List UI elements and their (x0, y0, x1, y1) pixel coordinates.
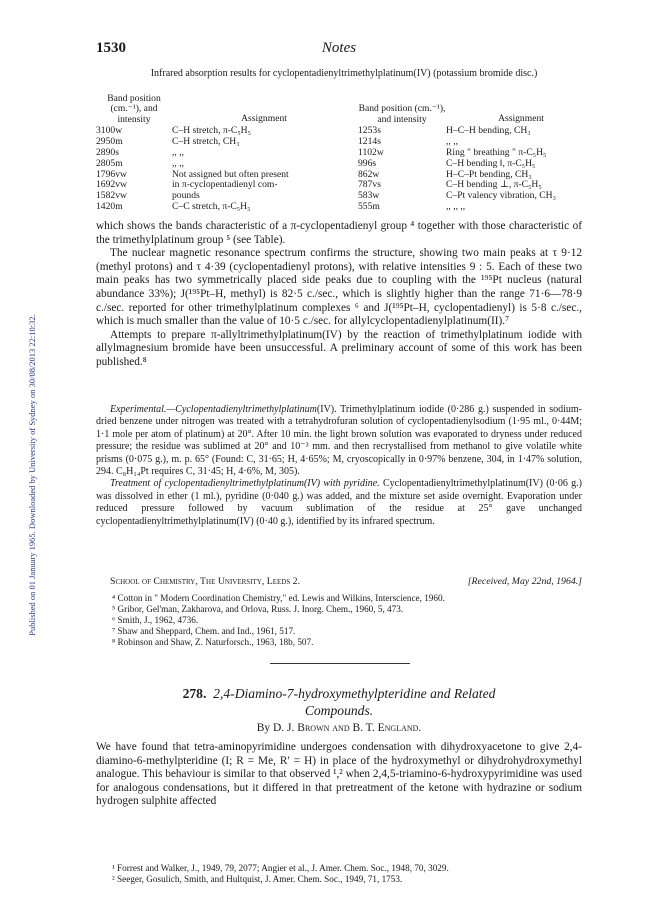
table-row (358, 159, 596, 170)
download-watermark: Published on 01 January 1965. Downloaded by University of Sydney on 30/08/2013 22:10:32. (27, 314, 37, 636)
table-row (358, 191, 596, 202)
assignment-value: ,, ,, (172, 157, 184, 169)
received-date: [Received, May 22nd, 1964.] (467, 576, 582, 587)
reference-item: ⁸ Robinson and Shaw, Z. Naturforsch., 1963, 18b, 507. (112, 636, 314, 647)
table-row (96, 137, 356, 148)
band-value: 2950m (96, 135, 123, 147)
band-value: 3100w (96, 125, 123, 136)
treatment-text: Cyclopentadienyltrimethylplatinum(IV) (0·06 g.) was dissolved in ether (1 ml.), pyridine (0·040 g.) was added, and the mixture set aside overnight. Evaporation under reduced pressure followed by vacuum sublimation of the residue at 25° gave unchanged cyclopentadienyltrimethylplatinum(IV) (0·40 g.), identified by its infrared spectrum. (96, 478, 582, 527)
table-row (358, 202, 596, 213)
authors-by: By (256, 722, 271, 734)
treatment-heading: Treatment of cyclopentadienyltrimethylplatinum(IV) with pyridine. (110, 478, 380, 490)
band-value: 1796vw (96, 168, 127, 180)
band-value: 1253s (358, 125, 381, 136)
body-paragraph: Attempts to prepare π-allyltrimethylplatinum(IV) by the reaction of trimethylplatinum iodide with allylmagnesium bromide have been unsuccessful. A preliminary account of some of this work has been published.⁸ (96, 328, 582, 368)
band-value: 583w (358, 190, 380, 202)
article-title-line: 2,4-Diamino-7-hydroxymethylpteridine and Related (213, 686, 496, 701)
column-header-band-right: Band position (cm.⁻¹), and intensity (358, 103, 446, 125)
assignment-value: ,, ,, ,, (446, 201, 466, 213)
experimental-text: (IV). Trimethylplatinum iodide (0·286 g.) suspended in sodium-dried benzene under nitrogen was treated with a tetrahydrofuran solution of cyclopentadienylsodium (1·95 ml., 0·44M; 1·1 mole per atom of platinum) at 20°. After 10 min. the light brown solution was evaporated to dryness under reduced pressure; the residue was sublimed at 20° and 10⁻³ mm. and then recrystallised from methanol to give volatile white prisms (0·075 g.), m. p. 65° (Found: C, 31·65; H, 4·65%; M, cryoscopically in 0·97% benzene, 304, in 1·47% solution, 294. C₈H₁₄Pt requires C, 31·45; H, 4·6%, M, 305). (96, 404, 582, 478)
table-row (358, 126, 596, 137)
body-paragraph: which shows the bands characteristic of a π-cyclopentadienyl group ⁴ together with those characteristic of the trimethylplatinum group ⁵ (see Table). (96, 220, 582, 246)
body-text (96, 220, 582, 370)
section-divider (270, 663, 410, 664)
assignment-value: C–C stretch, π-C₅H₅ (172, 201, 251, 213)
table-caption: Infrared absorption results for cyclopentadienyltrimethylplatinum(IV) (potassium bromide disc.) (150, 68, 538, 79)
assignment-value: Ring " breathing " π-C₅H₅ (446, 146, 547, 158)
article-title (96, 685, 582, 719)
band-value: 1102w (358, 146, 384, 158)
article-intro (96, 741, 582, 809)
band-value: 1692vw (96, 179, 127, 191)
assignment-value: C–Pt valency vibration, CH₃ (446, 190, 556, 202)
article-title-line: Compounds. (304, 703, 374, 718)
table-row (96, 159, 356, 170)
experimental-heading: Experimental.—Cyclopentadienyltrimethylplatinum (110, 404, 317, 415)
assignment-value: C–H stretch, CH₃ (172, 135, 240, 147)
article-number: 278. (182, 686, 207, 701)
intro-paragraph: We have found that tetra-aminopyrimidine undergoes condensation with dihydroxyacetone to give 2,4-diamino-6-methylpteridine (I; R = Me, R′ = H) in place of the hydroxymethyl or dihydrohydroxymethyl analogue. This behaviour is similar to that observed ¹,² when 2,4,5-triamino-6-hydroxypyrimidine was used for analogous condensations, but it differed in that pretreatment of the ketone with hydrazine or sodium hydrogen sulphite affected (96, 741, 582, 808)
assignment-value: ,, ,, (172, 146, 184, 158)
assignment-value: C–H bending ‖, π-C₅H₅ (446, 157, 536, 169)
reference-item: ⁴ Cotton in " Modern Coordination Chemistry," ed. Lewis and Wilkins, Interscience, 1960. (112, 593, 445, 603)
reference-item: ⁵ Gribor, Gel'man, Zakharova, and Orlova, Russ. J. Inorg. Chem., 1960, 5, 473. (112, 603, 404, 614)
section-title: Notes (321, 40, 357, 56)
table-left-half (96, 94, 356, 213)
assignment-value: C–H stretch, π-C₅H₅ (172, 125, 251, 136)
assignment-value: H–C–H bending, CH₃ (446, 125, 531, 136)
table-right-half (358, 94, 596, 213)
reference-item: ² Seeger, Gosulich, Smith, and Hultquist, J. Amer. Chem. Soc., 1949, 71, 1753. (112, 873, 403, 884)
school-address: School of Chemistry, The University, Leeds 2. (110, 576, 301, 587)
article-references (112, 863, 582, 885)
assignment-value: H–C–Pt bending, CH₃ (446, 168, 532, 180)
author-names: D. J. Brown and B. T. England. (273, 722, 422, 734)
table-row (96, 202, 356, 213)
band-value: 1214s (358, 135, 381, 147)
column-header-band: Band position (cm.⁻¹), and intensity (107, 92, 161, 125)
reference-item: ⁷ Shaw and Sheppard, Chem. and Ind., 1961, 517. (112, 625, 296, 636)
page-number: 1530 (96, 40, 126, 56)
affiliation (110, 576, 582, 587)
table-row (96, 148, 356, 159)
reference-item: ⁶ Smith, J., 1962, 4736. (112, 614, 199, 625)
references (112, 593, 582, 648)
experimental-section (96, 404, 582, 528)
assignment-value: pounds (172, 190, 200, 202)
assignment-value: C–H bending ⊥, π-C₅H₅ (446, 179, 542, 191)
assignment-value: in π-cyclopentadienyl com- (172, 179, 278, 191)
column-header-assignment: Assignment (241, 113, 287, 125)
assignment-value: ,, ,, (446, 135, 458, 147)
band-value: 787vs (358, 179, 381, 191)
page-header (96, 40, 582, 60)
band-value: 2890s (96, 146, 119, 158)
column-header-assignment-right: Assignment (498, 113, 544, 125)
body-paragraph: The nuclear magnetic resonance spectrum confirms the structure, showing two main peaks at τ 9·12 (methyl protons) and τ 4·39 (cyclopentadienyl protons), with relative intensities 9 : 5. Each of these two main peaks has two symmetrically placed side peaks due to coupling with the ¹⁹⁵Pt nucleus (natural abundance 33%); J(¹⁹⁵Pt–H, methyl) is 82·5 c./sec., which is slightly higher than the range 71·6—78·9 c./sec. reported for other trimethylplatinum complexes ⁶ and J(¹⁹⁵Pt–H, cyclopentadienyl) is 5·8 c./sec., which is much smaller than the value of 10·5 c./sec. for allylcyclopentadienylplatinum(II).⁷ (96, 247, 582, 328)
band-value: 1420m (96, 201, 123, 213)
assignment-value: Not assigned but often present (172, 168, 289, 180)
band-value: 862w (358, 168, 380, 180)
reference-item: ¹ Forrest and Walker, J., 1949, 79, 2077; Angier et al., J. Amer. Chem. Soc., 1948, 70, 3029. (112, 863, 449, 873)
band-value: 1582vw (96, 190, 127, 202)
band-value: 555m (358, 201, 380, 213)
band-value: 2805m (96, 157, 123, 169)
authors (96, 722, 582, 734)
band-value: 996s (358, 157, 377, 169)
table-row (96, 180, 356, 191)
